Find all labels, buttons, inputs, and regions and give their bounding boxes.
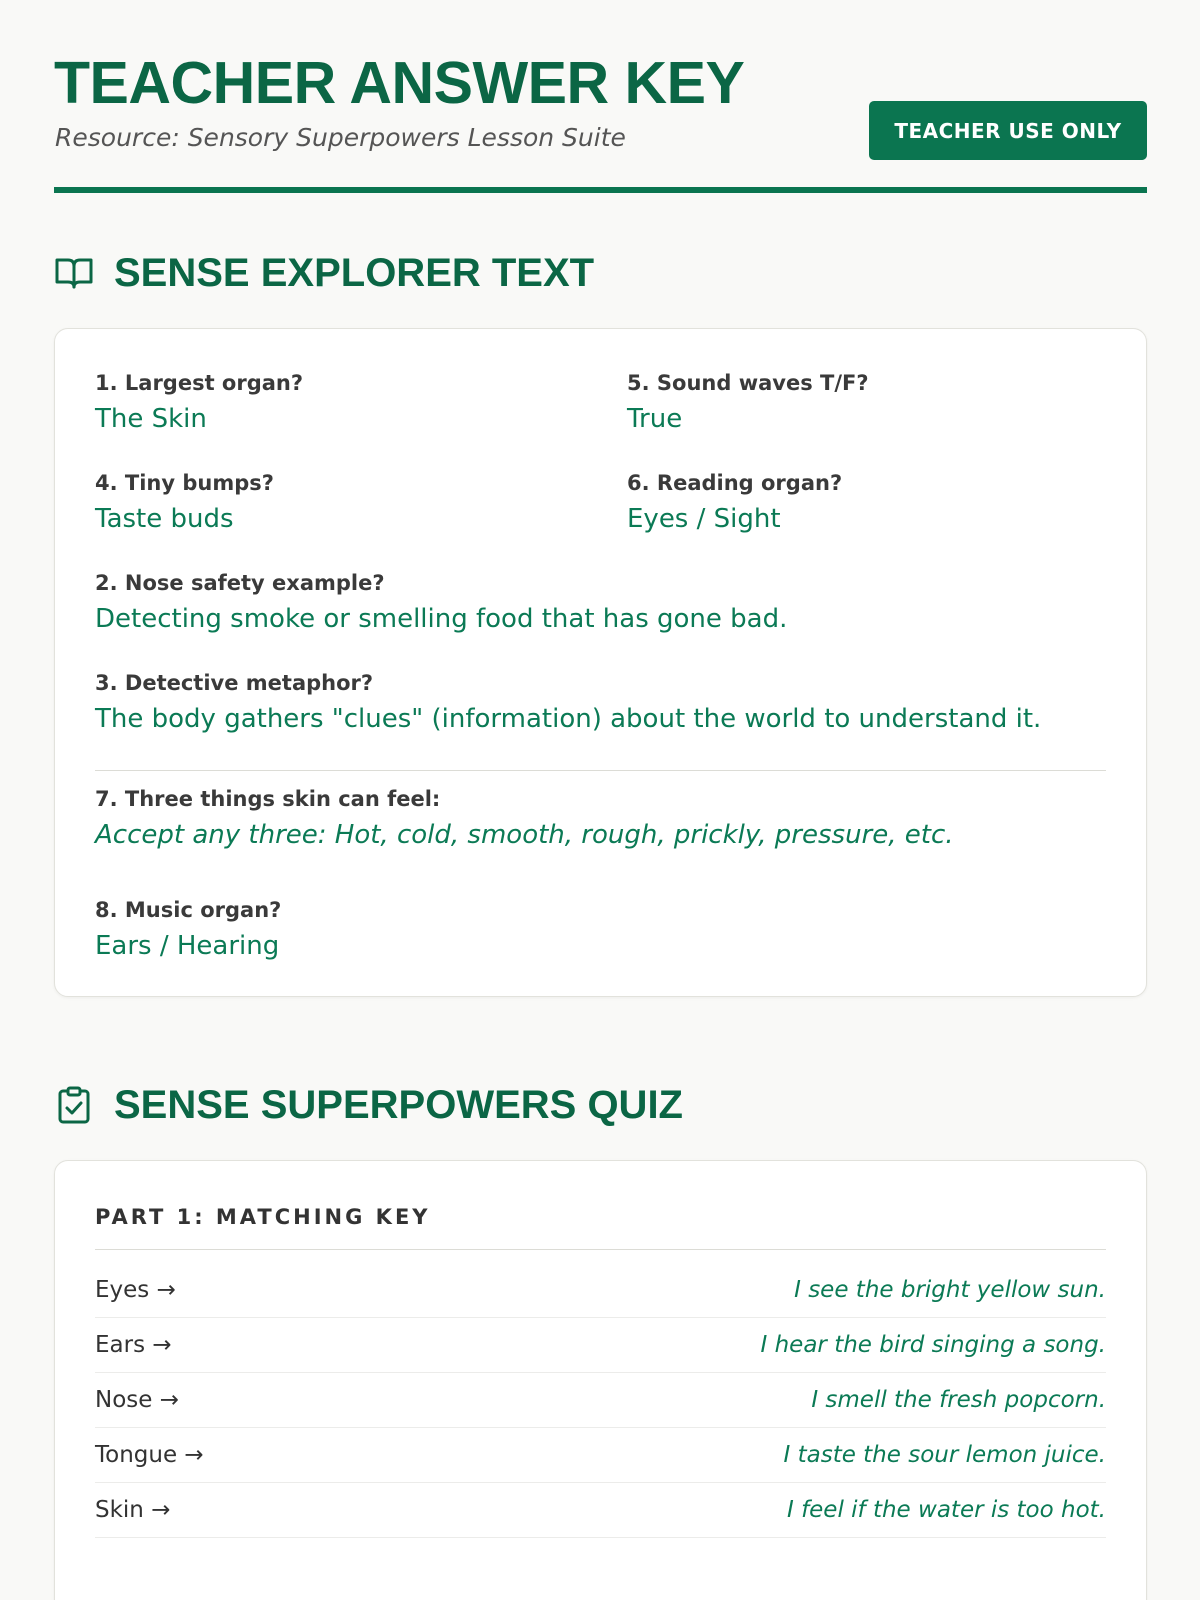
section-heading-quiz (54, 1083, 683, 1127)
match-sense: Tongue → (95, 1442, 204, 1468)
list-item (95, 1428, 1106, 1483)
question-2 (95, 571, 787, 635)
question-4 (95, 471, 274, 535)
section-heading-sense-explorer (54, 251, 594, 295)
question-6 (627, 471, 842, 535)
question-answer: Taste buds (95, 504, 234, 535)
question-label: 5. Sound waves T/F? (627, 371, 869, 395)
match-sentence: I smell the fresh popcorn. (811, 1387, 1106, 1413)
teacher-use-badge: TEACHER USE ONLY (869, 101, 1147, 160)
match-sense: Eyes → (95, 1277, 176, 1303)
question-answer: Detecting smoke or smelling food that has gone bad. (95, 604, 788, 635)
answer-key-page (54, 0, 1147, 1523)
list-item (95, 1263, 1106, 1318)
question-label: 1. Largest organ? (95, 371, 304, 395)
match-sentence: I hear the bird singing a song. (760, 1332, 1106, 1358)
question-label: 8. Music organ? (95, 898, 282, 922)
question-label: 2. Nose safety example? (95, 571, 385, 595)
question-label: 4. Tiny bumps? (95, 471, 274, 495)
question-label: 6. Reading organ? (627, 471, 843, 495)
question-answer: Eyes / Sight (627, 504, 781, 535)
list-item (95, 1483, 1106, 1538)
list-item (95, 1373, 1106, 1428)
part-title: PART 1: MATCHING KEY (95, 1205, 431, 1229)
question-3 (95, 671, 1041, 735)
question-1 (95, 371, 303, 435)
section-title: SENSE SUPERPOWERS QUIZ (114, 1083, 683, 1127)
match-sentence: I feel if the water is too hot. (786, 1497, 1106, 1523)
question-answer: Ears / Hearing (95, 931, 280, 962)
question-answer: The body gathers "clues" (information) about the world to understand it. (95, 704, 1042, 735)
question-8 (95, 898, 281, 962)
section-title: SENSE EXPLORER TEXT (114, 251, 595, 295)
question-label: 3. Detective metaphor? (95, 671, 374, 695)
question-answer: The Skin (95, 404, 207, 435)
match-sentence: I taste the sour lemon juice. (783, 1442, 1106, 1468)
question-label: 7. Three things skin can feel: (95, 787, 441, 811)
question-answer: Accept any three: Hot, cold, smooth, rough, prickly, pressure, etc. (95, 820, 954, 851)
question-5 (627, 371, 869, 435)
page-header (54, 0, 1147, 194)
resource-subtitle: Resource: Sensory Superpowers Lesson Suite (55, 123, 626, 152)
quiz-card (54, 1160, 1147, 1600)
match-sense: Ears → (95, 1332, 172, 1358)
card-divider (95, 770, 1106, 771)
clipboard-check-icon (54, 1085, 94, 1125)
match-sense: Nose → (95, 1387, 179, 1413)
header-divider (54, 187, 1147, 193)
part-divider (95, 1249, 1106, 1250)
sense-explorer-card (54, 328, 1147, 997)
match-sentence: I see the bright yellow sun. (794, 1277, 1106, 1303)
list-item (95, 1318, 1106, 1373)
match-sense: Skin → (95, 1497, 171, 1523)
question-answer: True (627, 404, 683, 435)
page-title: TEACHER ANSWER KEY (54, 50, 745, 116)
book-icon (54, 253, 94, 293)
question-7 (95, 787, 954, 851)
